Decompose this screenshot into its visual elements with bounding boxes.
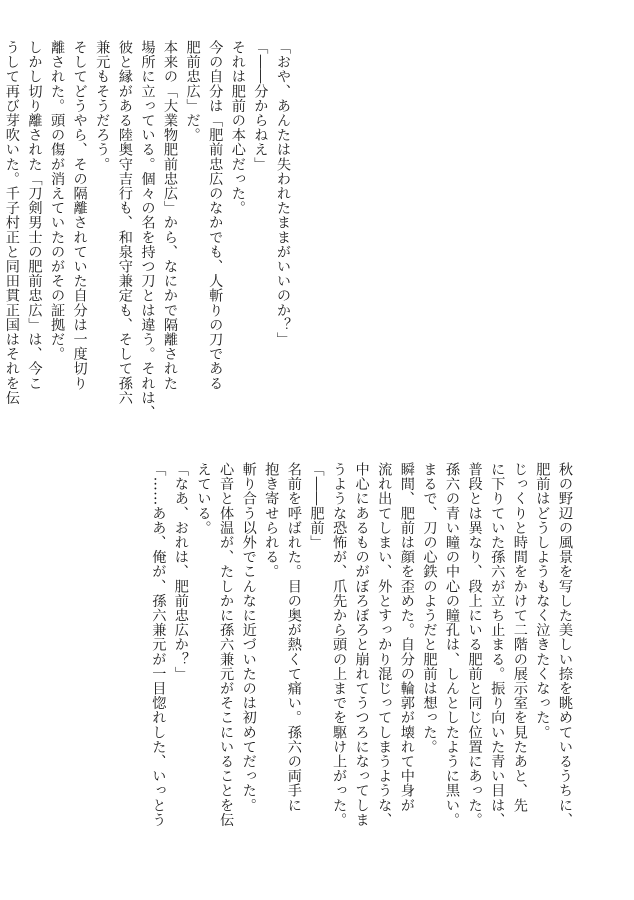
text-line: 「なあ、おれは、肥前忠広か？」 xyxy=(172,462,189,681)
text-line: 普段とは異なり、段上にいる肥前と同じ位置にあった。 xyxy=(466,462,483,827)
text-line: じっくりと時間をかけて二階の展示室を見たあと、先 xyxy=(511,462,528,813)
text-line: 彼と縁がある陸奥守吉行も、和泉守兼定も、そして孫六 xyxy=(116,40,133,405)
text-line: 秋の野辺の風景を写した美しい捺を眺めているうちに、 xyxy=(557,462,573,827)
text-line: 離された。頭の傷が消えていたのがその証拠だ。 xyxy=(49,40,66,362)
text-line: しかし切り離された「刀剣男士の肥前忠広」は、今こ xyxy=(26,40,43,391)
text-line: うして再び芽吹いた。千子村正と同田貫正国はそれを伝 xyxy=(3,40,20,405)
text-line: 本来の「大業物肥前忠広」から、なにかで隔離された xyxy=(162,40,179,391)
text-line: 肥前はどうしようもなく泣きたくなった。 xyxy=(534,462,551,740)
text-line: 今の自分は「肥前忠広のなかでも、人斬りの刀である xyxy=(207,40,224,391)
text-line: 兼元もそうだろう。 xyxy=(94,40,111,172)
text-line: 孫六の青い瞳の中心の瞳孔は、しんとしたように黒い。 xyxy=(444,462,461,827)
text-line: 中心にあるものがぼろぼろと崩れてうつろになってしま xyxy=(353,462,370,827)
text-line: 「……ああ、俺が、孫六兼元が一目惚れした、いっとう xyxy=(150,462,167,827)
text-block-lower xyxy=(62,462,576,864)
text-line: 斬り合う以外でこんなに近づいたのは初めてだった。 xyxy=(240,462,257,813)
text-line: に下りていた孫六が立ち止まる。振り向いた青い目は、 xyxy=(489,462,506,827)
text-line: えている。 xyxy=(195,462,212,535)
text-line: それは肥前の本心だった。 xyxy=(229,40,246,216)
text-line: 「おや、あんたは失われたままがいいのか？」 xyxy=(275,40,291,347)
text-line: 「――分からねえ」 xyxy=(252,40,269,172)
text-line: まるで、刀の心鉄のようだと肥前は想った。 xyxy=(421,462,438,754)
text-line: 名前を呼ばれた。目の奥が熱くて痛い。孫六の両手に xyxy=(285,462,302,813)
text-line: 心音と体温が、たしかに孫六兼元がそこにいることを伝 xyxy=(218,462,235,827)
text-line: うような恐怖が、爪先から頭の上までを駆け上がった。 xyxy=(331,462,348,827)
text-line: 肥前忠広」だ。 xyxy=(184,40,201,143)
text-line: 瞬間、肥前は顔を歪めた。自分の輪郭が壊れて中身が xyxy=(398,462,415,813)
text-line: 場所に立っている。個々の名を持つ刀とは違う。それは、 xyxy=(139,40,156,420)
text-block-upper-left xyxy=(3,40,294,450)
text-line: 流れ出てしまい、外とすっかり混じってしまうような、 xyxy=(376,462,393,827)
text-line: 「――肥前」 xyxy=(308,462,325,550)
text-line: そしてどうやら、その隔離されていた自分は一度切り xyxy=(71,40,88,391)
text-line: 抱き寄せられる。 xyxy=(263,462,280,579)
